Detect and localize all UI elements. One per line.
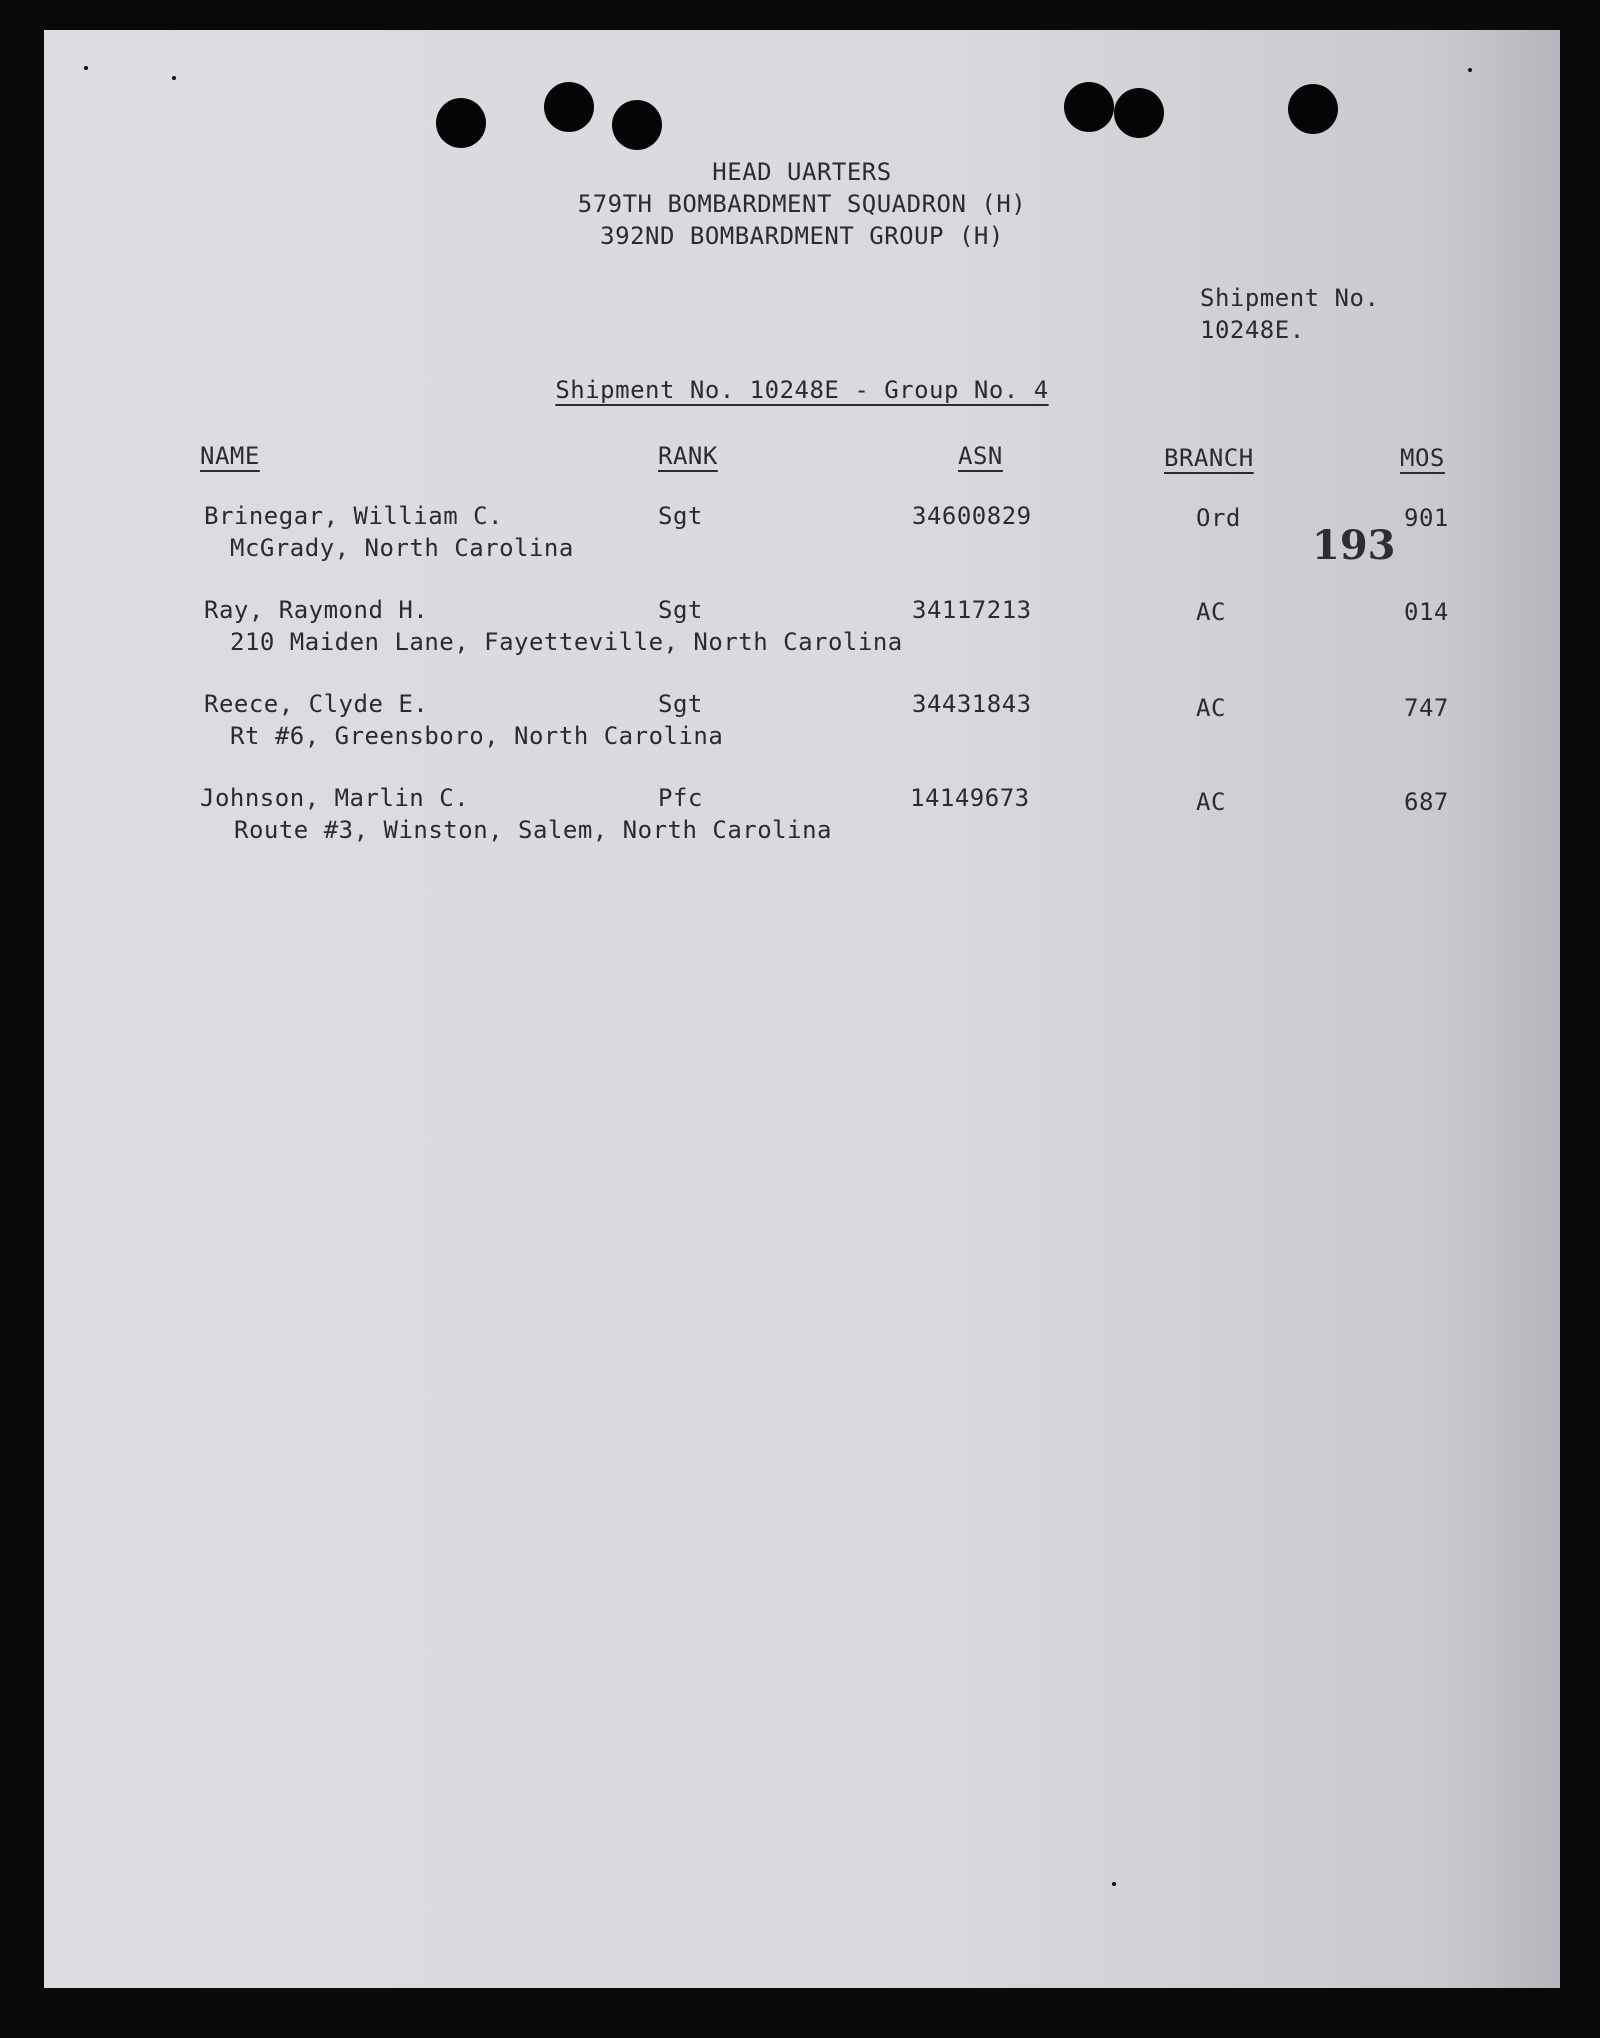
row-address: Route #3, Winston, Salem, North Carolina (234, 816, 832, 844)
row-asn: 14149673 (910, 784, 1030, 812)
column-rank: RANK (658, 442, 718, 470)
speck (1112, 1882, 1116, 1886)
row-branch: AC (1196, 694, 1226, 722)
row-rank: Pfc (658, 784, 703, 812)
column-asn: ASN (958, 442, 1003, 470)
row-name: Johnson, Marlin C. (200, 784, 470, 812)
row-mos: 687 (1404, 788, 1449, 816)
punch-hole (1114, 88, 1164, 138)
row-asn: 34431843 (912, 690, 1032, 718)
row-rank: Sgt (658, 502, 703, 530)
row-address: 210 Maiden Lane, Fayetteville, North Carolina (230, 628, 903, 656)
header-line-3: 392ND BOMBARDMENT GROUP (H) (600, 222, 1004, 250)
shipment-ref-label: Shipment No. (1200, 284, 1380, 312)
row-asn: 34600829 (912, 502, 1032, 530)
punch-hole (1288, 84, 1338, 134)
speck (84, 66, 88, 70)
column-mos: MOS (1400, 444, 1445, 472)
row-address: Rt #6, Greensboro, North Carolina (230, 722, 724, 750)
row-mos: 901 (1404, 504, 1449, 532)
row-name: Ray, Raymond H. (204, 596, 429, 624)
row-branch: AC (1196, 788, 1226, 816)
header-line-1: HEAD UARTERS (712, 158, 892, 186)
column-branch: BRANCH (1164, 444, 1254, 472)
row-rank: Sgt (658, 690, 703, 718)
speck (1468, 68, 1472, 72)
row-branch: Ord (1196, 504, 1241, 532)
document-page (44, 30, 1560, 1988)
punch-hole (544, 82, 594, 132)
speck (172, 76, 176, 80)
punch-hole (1064, 82, 1114, 132)
row-branch: AC (1196, 598, 1226, 626)
row-name: Brinegar, William C. (204, 502, 503, 530)
row-rank: Sgt (658, 596, 703, 624)
page-number-stamp: 193 (1312, 522, 1396, 569)
row-mos: 014 (1404, 598, 1449, 626)
row-mos: 747 (1404, 694, 1449, 722)
header-line-2: 579TH BOMBARDMENT SQUADRON (H) (577, 190, 1027, 218)
list-title: Shipment No. 10248E - Group No. 4 (555, 376, 1049, 404)
row-address: McGrady, North Carolina (230, 534, 574, 562)
row-name: Reece, Clyde E. (204, 690, 429, 718)
shipment-ref-number: 10248E. (1200, 316, 1305, 344)
punch-hole (436, 98, 486, 148)
column-name: NAME (200, 442, 260, 470)
row-asn: 34117213 (912, 596, 1032, 624)
punch-hole (612, 100, 662, 150)
